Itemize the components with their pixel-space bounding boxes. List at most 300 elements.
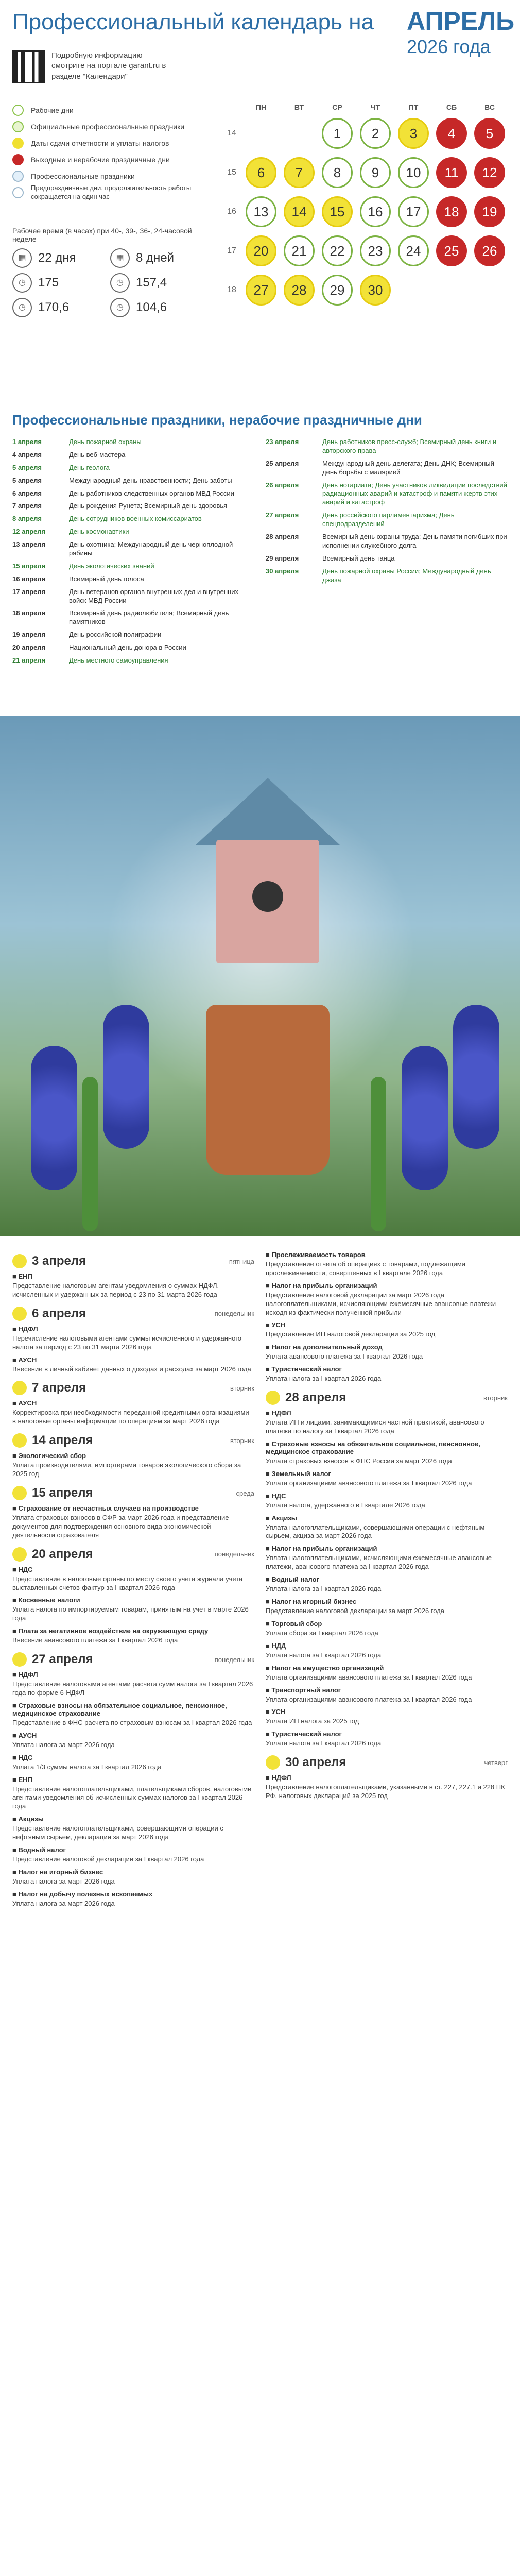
holiday-row: [12, 562, 254, 571]
day-number: 4: [436, 118, 467, 149]
tax-item-text: Уплата ИП и лицами, занимающимися частной практикой, авансового платежа по налогу за I квартал 2026 года: [266, 1418, 484, 1435]
week-number: 16: [227, 207, 236, 216]
holidays-left: [12, 438, 254, 669]
flower-pot: [206, 1005, 330, 1175]
day-number: 25: [436, 235, 467, 266]
holiday-date: 15 апреля: [12, 562, 46, 570]
holiday-row: [12, 575, 254, 584]
day-number: 20: [246, 235, 276, 266]
tax-item-name: ■ Налог на игорный бизнес: [266, 1598, 357, 1606]
tax-item-text: Представление в ФНС расчета по страховым взносам за I квартал 2026 года: [12, 1718, 252, 1726]
holiday-row: [266, 567, 508, 585]
day-cell[interactable]: [318, 116, 356, 150]
holiday-name: День российского парламентаризма; День спецподразделений: [322, 511, 455, 528]
holiday-name: Международный день нравственности; День заботы: [69, 476, 232, 484]
holiday-name: Международный день делегата; День ДНК; Всемирный день борьбы с малярией: [322, 459, 494, 476]
hours-40: 175: [38, 276, 59, 290]
month-title: АПРЕЛЬ: [407, 7, 515, 36]
tax-item-text: Уплата налога за I квартал 2026 года: [266, 1375, 382, 1383]
tax-item-text: Представление налоговой декларации за март 2026 года налогоплательщиками, исчисляющими ежемесячные авансовые платежи исходя из фактически полученной прибыли: [266, 1291, 496, 1316]
tax-day-date: 28 апреля: [285, 1391, 346, 1405]
tax-date-icon: [12, 1381, 27, 1395]
day-number: 7: [284, 157, 315, 188]
holiday-date: 19 апреля: [12, 631, 46, 639]
tax-item-name: ■ НДС: [12, 1753, 33, 1761]
day-cell[interactable]: [356, 234, 394, 268]
tax-item-name: ■ НДФЛ: [12, 1325, 38, 1333]
day-cell[interactable]: [471, 195, 509, 229]
day-cell[interactable]: [471, 234, 509, 268]
tax-day-header: [12, 1547, 254, 1562]
day-number: 10: [398, 157, 429, 188]
day-number: 27: [246, 275, 276, 306]
work-day-icon: [12, 105, 24, 116]
tax-item-text: Уплата налога за март 2026 года: [12, 1899, 115, 1907]
tax-item-text: Уплата организациями авансового платежа за I квартал 2026 года: [266, 1673, 472, 1681]
page-title: Профессиональный календарь на: [12, 9, 374, 35]
holiday-name: День ветеранов органов внутренних дел и внутренних войск МВД России: [69, 587, 238, 604]
day-number: 3: [398, 118, 429, 149]
holiday-date: 8 апреля: [12, 515, 42, 523]
work-days-value: 22 дня: [38, 251, 76, 265]
tax-item-name: ■ Туристический налог: [266, 1730, 342, 1738]
week-number: 15: [227, 168, 236, 177]
tax-item-name: ■ Налог на дополнительный доход: [266, 1343, 383, 1351]
holiday-date: 30 апреля: [266, 567, 299, 575]
day-number: 14: [284, 196, 315, 227]
clock-icon: ◷: [12, 273, 32, 293]
tax-item-text: Представление налогоплательщиками, указанными в ст. 227, 227.1 и 228 НК РФ, налоговых деклараций за 2025 год: [266, 1783, 505, 1800]
holiday-date: 13 апреля: [12, 540, 46, 549]
tax-day-date: 27 апреля: [32, 1652, 93, 1667]
holiday-row: [12, 477, 254, 485]
tax-item-name: ■ Земельный налог: [266, 1469, 331, 1478]
holiday-date: 21 апреля: [12, 656, 46, 665]
tax-date-icon: [12, 138, 24, 149]
tax-date-icon: [12, 1254, 27, 1268]
tax-dates-right: [266, 1247, 508, 1801]
tax-item-text: Уплата производителями, импортерами товаров экологического сбора за 2025 год: [12, 1461, 241, 1478]
holiday-date: 4 апреля: [12, 450, 42, 459]
holiday-row: [12, 502, 254, 511]
tax-day-header: [12, 1486, 254, 1500]
clock-icon: ◷: [110, 273, 130, 293]
tax-day-header: [12, 1381, 254, 1395]
legend-item: Предпраздничные дни, продолжительность работы сокращается на один час: [12, 184, 213, 201]
day-cell[interactable]: [280, 234, 318, 268]
tax-item-name: ■ Водный налог: [266, 1575, 319, 1584]
spring-photo: [0, 716, 520, 1236]
tax-day-date: 6 апреля: [32, 1306, 86, 1320]
year-title: 2026 года: [407, 36, 491, 57]
tax-item-text: Представление налоговым агентам уведомления о суммах НДФЛ, исчисленных и удержанных за период с 23 по 31 марта 2026 года: [12, 1282, 219, 1298]
holiday-name: Всемирный день танца: [322, 554, 395, 562]
hyacinth: [453, 1005, 499, 1149]
leaf: [371, 1077, 386, 1231]
holiday-name: День нотариата; День участников ликвидации последствий радиационных аварий и катастроф и памяти жертв этих аварий и катастроф: [322, 481, 507, 506]
holiday-row: [12, 451, 254, 460]
holiday-row: [266, 460, 508, 477]
tax-day-date: 20 апреля: [32, 1547, 93, 1561]
holiday-date: 6 апреля: [12, 489, 42, 497]
day-number: 19: [474, 196, 505, 227]
holiday-date: 27 апреля: [266, 511, 299, 519]
holiday-name: День охотника; Международный день черноплодной рябины: [69, 540, 233, 557]
day-number: 26: [474, 235, 505, 266]
birdhouse-hole: [252, 881, 283, 912]
holiday-date: 25 апреля: [266, 459, 299, 467]
holiday-row: [266, 511, 508, 529]
day-cell[interactable]: [394, 195, 432, 229]
tax-day-header: [266, 1391, 508, 1405]
day-number: 9: [360, 157, 391, 188]
tax-date-icon: [12, 1433, 27, 1448]
holiday-row: [266, 533, 508, 550]
tax-item-name: ■ Экологический сбор: [12, 1452, 86, 1460]
day-cell[interactable]: [471, 156, 509, 190]
clock-icon: ◷: [12, 298, 32, 317]
weekday-label: ПН: [255, 103, 267, 111]
day-number: 18: [436, 196, 467, 227]
legend: [12, 102, 213, 201]
day-number: 28: [284, 275, 315, 306]
tax-item-text: Корректировка при необходимости переданной кредитными организациями в налоговые органы информации по операциям за март 2026 года: [12, 1409, 249, 1426]
hours-39: 157,4: [136, 276, 167, 290]
day-cell[interactable]: [356, 156, 394, 190]
tax-day-header: [266, 1755, 508, 1770]
tax-item-text: Представление налогоплательщиками, плательщиками сборов, налоговыми агентами уведомления об исчисленных суммах налогов за I квартал 2026 года: [12, 1785, 252, 1810]
tax-item-text: Представление ИП налоговой декларации за 2025 год: [266, 1330, 436, 1338]
tax-item-name: ■ Торговый сбор: [266, 1619, 322, 1628]
holiday-row: [266, 438, 508, 455]
weekday-header: [242, 103, 510, 111]
day-cell[interactable]: [432, 195, 471, 229]
birdhouse-roof: [196, 778, 340, 845]
holiday-date: 5 апреля: [12, 476, 42, 484]
tax-item-name: ■ Акцизы: [12, 1815, 44, 1823]
holiday-name: День космонавтики: [69, 528, 129, 536]
holiday-row: [12, 631, 254, 639]
week-row: [221, 234, 510, 268]
tax-item-name: ■ УСН: [266, 1321, 286, 1329]
tax-day-weekday: среда: [236, 1489, 254, 1497]
tax-day-header: [12, 1307, 254, 1321]
tax-dates-left: [12, 1247, 254, 1908]
day-cell[interactable]: [432, 156, 471, 190]
holiday-name: Национальный день донора в России: [69, 643, 186, 652]
qr-text: Подробную информацию смотрите на портале garant.ru в разделе "Календари": [51, 51, 166, 81]
day-cell[interactable]: [394, 234, 432, 268]
empty-day: [474, 275, 505, 306]
tax-item-text: Уплата 1/3 суммы налога за I квартал 2026 года: [12, 1762, 162, 1771]
holiday-date: 16 апреля: [12, 574, 46, 583]
tax-item-name: ■ Страхование от несчастных случаев на производстве: [12, 1504, 199, 1513]
holiday-name: День сотрудников военных комиссариатов: [69, 515, 202, 523]
tax-day-weekday: вторник: [230, 1384, 254, 1392]
holiday-name: День пожарной охраны: [69, 438, 142, 446]
tax-item-name: ■ Транспортный налог: [266, 1686, 341, 1694]
holiday-date: 28 апреля: [266, 533, 299, 541]
tax-item-name: ■ НДФЛ: [266, 1774, 291, 1782]
tax-item-text: Представление отчета об операциях с товарами, подлежащими прослеживаемости, совершенных в I квартале 2026 года: [266, 1260, 465, 1277]
hyacinth: [31, 1046, 77, 1190]
day-number: 1: [322, 118, 353, 149]
holiday-name: День российской полиграфии: [69, 631, 162, 639]
holiday-name: День геолога: [69, 463, 110, 471]
legend-item: Рабочие дни: [12, 102, 213, 118]
tax-item-name: ■ Налог на имущество организаций: [266, 1664, 384, 1672]
day-number: 8: [322, 157, 353, 188]
holiday-name: Всемирный день радиолюбителя; Всемирный день памятников: [69, 609, 229, 626]
tax-item-text: Уплата сбора за I квартал 2026 года: [266, 1629, 378, 1637]
tax-item-text: Уплата страховых взносов в ФНС России за март 2026 года: [266, 1456, 452, 1465]
calendar-icon: ▦: [12, 248, 32, 268]
day-cell[interactable]: [242, 234, 280, 268]
tax-item-text: Уплата авансового платежа за I квартал 2026 года: [266, 1352, 423, 1361]
tax-day-weekday: вторник: [230, 1436, 254, 1445]
tax-item-text: Уплата налога за I квартал 2026 года: [266, 1739, 382, 1748]
tax-item-name: ■ Налог на игорный бизнес: [12, 1868, 103, 1876]
day-cell[interactable]: [394, 116, 432, 150]
weekday-label: ВС: [484, 103, 495, 111]
holiday-date: 23 апреля: [266, 438, 299, 446]
tax-item-text: Уплата налога, удержанного в I квартале 2026 года: [266, 1501, 425, 1509]
day-number: 12: [474, 157, 505, 188]
tax-item-text: Уплата налогоплательщиками, исчисляющими ежемесячные авансовые платежи, авансового платежа за I квартал 2026 года: [266, 1554, 492, 1571]
tax-item-text: Внесение авансового платежа за I квартал 2026 года: [12, 1636, 178, 1645]
day-cell[interactable]: [432, 234, 471, 268]
tax-item-text: Представление в налоговые органы по месту своего учета журнала учета выставленных счетов-фактур за I квартал 2026 года: [12, 1574, 243, 1591]
tax-item-name: ■ ЕНП: [12, 1775, 32, 1784]
weekday-label: ЧТ: [370, 103, 380, 111]
tax-item-text: Внесение в личный кабинет данных о доходах и расходах за март 2026 года: [12, 1365, 251, 1373]
weekday-label: СР: [332, 103, 342, 111]
day-cell[interactable]: [356, 195, 394, 229]
day-number: 16: [360, 196, 391, 227]
tax-item-text: Уплата налога за I квартал 2026 года: [266, 1585, 382, 1593]
tax-item-name: ■ Страховые взносы на обязательное социальное, пенсионное, медицинское страхование: [266, 1439, 480, 1455]
holiday-name: Всемирный день голоса: [69, 574, 144, 583]
day-number: 17: [398, 196, 429, 227]
hours-24: 104,6: [136, 300, 167, 314]
week-row: [221, 156, 510, 190]
tax-item-name: ■ Плата за негативное воздействие на окружающую среду: [12, 1627, 209, 1635]
day-number: 23: [360, 235, 391, 266]
day-cell[interactable]: [318, 195, 356, 229]
tax-day-weekday: четверг: [484, 1758, 508, 1767]
day-cell[interactable]: [318, 273, 356, 307]
legend-item: Официальные профессиональные праздники: [12, 118, 213, 135]
tax-day-header: [12, 1433, 254, 1448]
holiday-name: Всемирный день охраны труда; День памяти погибших при исполнении служебного долга: [322, 533, 507, 549]
holiday-date: 5 апреля: [12, 463, 42, 471]
tax-item-text: Представление налоговой декларации за март 2026 года: [266, 1607, 445, 1615]
leaf: [82, 1077, 98, 1231]
tax-date-icon: [12, 1486, 27, 1500]
holiday-row: [12, 656, 254, 665]
holidays-right: [266, 438, 508, 588]
day-off-icon: [12, 154, 24, 165]
pre-holiday-icon: [12, 187, 24, 198]
holiday-date: 18 апреля: [12, 609, 46, 617]
day-number: 11: [436, 157, 467, 188]
legend-item: Выходные и нерабочие праздничные дни: [12, 151, 213, 168]
tax-day-date: 15 апреля: [32, 1486, 93, 1500]
tax-item-text: Представление налоговой декларации за I квартал 2026 года: [12, 1855, 204, 1863]
holiday-name: День работников пресс-служб; Всемирный день книги и авторского права: [322, 438, 497, 454]
holiday-date: 29 апреля: [266, 554, 299, 562]
holiday-name: День работников следственных органов МВД России: [69, 489, 234, 497]
day-cell[interactable]: [280, 195, 318, 229]
day-cell[interactable]: [280, 273, 318, 307]
qr-code[interactable]: [12, 50, 45, 83]
tax-item-name: ■ АУСН: [12, 1399, 37, 1408]
day-cell[interactable]: [318, 234, 356, 268]
day-cell: [432, 273, 471, 307]
holiday-row: [12, 515, 254, 523]
day-cell: [394, 273, 432, 307]
tax-item-name: ■ НДД: [266, 1641, 286, 1650]
day-cell[interactable]: [318, 156, 356, 190]
day-cell: [280, 116, 318, 150]
day-number: 21: [284, 235, 315, 266]
tax-item-name: ■ Налог на добычу полезных ископаемых: [12, 1890, 153, 1898]
tax-item-name: ■ АУСН: [12, 1355, 37, 1364]
holiday-row: [12, 540, 254, 558]
week-row: [221, 116, 510, 150]
hyacinth: [103, 1005, 149, 1149]
day-number: 13: [246, 196, 276, 227]
off-days-value: 8 дней: [136, 251, 175, 265]
holidays-title: Профессиональные праздники, нерабочие праздничные дни: [12, 412, 422, 428]
day-cell: [471, 273, 509, 307]
hours-36: 170,6: [38, 300, 70, 314]
tax-item-name: ■ Туристический налог: [266, 1365, 342, 1374]
tax-day-date: 30 апреля: [285, 1755, 346, 1770]
tax-item-name: ■ АУСН: [12, 1731, 37, 1739]
weekday-label: ПТ: [408, 103, 419, 111]
tax-date-icon: [12, 1652, 27, 1667]
tax-day-date: 14 апреля: [32, 1433, 93, 1448]
holiday-name: День пожарной охраны России; Международный день джаза: [322, 567, 491, 584]
day-number: 6: [246, 157, 276, 188]
day-number: 2: [360, 118, 391, 149]
holiday-date: 17 апреля: [12, 587, 46, 596]
day-number: 30: [360, 275, 391, 306]
empty-day: [284, 118, 315, 149]
tax-item-name: ■ НДС: [266, 1492, 286, 1500]
day-cell[interactable]: [242, 156, 280, 190]
tax-item-text: Уплата страховых взносов в СФР за март 2026 года и представление документов для подтверждения основного вида экономической деятельности страхователя: [12, 1514, 229, 1539]
prof-day-icon: [12, 171, 24, 182]
tax-day-weekday: понедельник: [214, 1550, 254, 1558]
holiday-date: 20 апреля: [12, 643, 46, 652]
holiday-name: День рождения Рунета; Всемирный день здоровья: [69, 502, 228, 510]
tax-date-icon: [12, 1307, 27, 1321]
tax-item-name: ■ Водный налог: [12, 1846, 66, 1854]
holiday-row: [12, 588, 254, 605]
holiday-row: [12, 609, 254, 626]
clock-icon: ◷: [110, 298, 130, 317]
hyacinth: [402, 1046, 448, 1190]
tax-item-name: ■ Налог на прибыль организаций: [266, 1545, 377, 1553]
tax-item-text: Уплата организациями авансового платежа за I квартал 2026 года: [266, 1695, 472, 1703]
holiday-row: [12, 438, 254, 447]
tax-item-text: Перечисление налоговыми агентами суммы исчисленного и удержанного налога за период с 23 по 31 марта 2026 года: [12, 1334, 242, 1351]
holiday-date: 12 апреля: [12, 528, 46, 536]
day-cell[interactable]: [356, 273, 394, 307]
day-cell[interactable]: [356, 116, 394, 150]
weekday-label: СБ: [446, 103, 457, 111]
tax-item-text: Представление налоговыми агентами расчета сумм налога за I квартал 2026 года по форме 6-НДФЛ: [12, 1680, 253, 1697]
tax-item-text: Уплата налогоплательщиками, совершающими операции с нефтяным сырьем, акциза за март 2026 года: [266, 1523, 485, 1540]
tax-item-name: ■ Косвенные налоги: [12, 1596, 80, 1604]
tax-item-name: ■ Налог на прибыль организаций: [266, 1281, 377, 1290]
day-number: 15: [322, 196, 353, 227]
tax-item-name: ■ Акцизы: [266, 1514, 297, 1522]
holiday-row: [266, 481, 508, 507]
tax-day-header: [12, 1652, 254, 1667]
empty-day: [398, 275, 429, 306]
day-cell[interactable]: [432, 116, 471, 150]
tax-item-name: ■ ЕНП: [12, 1273, 32, 1280]
tax-item-text: Уплата организациями авансового платежа за I квартал 2026 года: [266, 1479, 472, 1487]
day-cell[interactable]: [242, 195, 280, 229]
week-number: 17: [227, 246, 236, 255]
day-cell[interactable]: [242, 273, 280, 307]
holiday-row: [12, 489, 254, 498]
tax-item-name: ■ Прослеживаемость товаров: [266, 1251, 366, 1259]
week-number: 18: [227, 285, 236, 294]
tax-item-name: ■ НДФЛ: [12, 1671, 38, 1679]
tax-item-text: Представление налогоплательщиками, совершающими операции с нефтяным сырьем, декларации за март 2026 года: [12, 1824, 223, 1841]
prof-holiday-icon: [12, 121, 24, 132]
tax-day-header: [12, 1254, 254, 1268]
day-cell: [242, 116, 280, 150]
header: [0, 0, 520, 98]
tax-date-icon: [12, 1547, 27, 1562]
work-hours: [12, 227, 213, 317]
month-calendar: [221, 103, 510, 307]
tax-date-icon: [266, 1391, 280, 1405]
day-cell[interactable]: [471, 116, 509, 150]
weekday-label: ВТ: [294, 103, 304, 111]
day-cell[interactable]: [394, 156, 432, 190]
work-hours-title: Рабочее время (в часах) при 40-, 39-, 36-, 24-часовой неделе: [12, 227, 192, 243]
tax-day-date: 7 апреля: [32, 1381, 86, 1395]
tax-day-date: 3 апреля: [32, 1254, 86, 1268]
tax-item-text: Уплата ИП налога за 2025 год: [266, 1717, 359, 1725]
tax-item-name: ■ НДС: [12, 1565, 33, 1573]
tax-item-text: Уплата налога за март 2026 года: [12, 1877, 115, 1885]
tax-day-weekday: понедельник: [214, 1310, 254, 1318]
holiday-name: День веб-мастера: [69, 450, 126, 459]
holiday-row: [266, 554, 508, 563]
holiday-row: [12, 464, 254, 472]
week-row: [221, 273, 510, 307]
week-row: [221, 195, 510, 229]
holiday-date: 26 апреля: [266, 481, 299, 489]
day-cell[interactable]: [280, 156, 318, 190]
tax-day-weekday: пятница: [229, 1257, 254, 1265]
holiday-date: 1 апреля: [12, 438, 42, 446]
holiday-row: [12, 528, 254, 536]
day-number: 29: [322, 275, 353, 306]
holiday-date: 7 апреля: [12, 502, 42, 510]
tax-item-name: ■ УСН: [266, 1708, 286, 1716]
tax-day-weekday: вторник: [483, 1394, 508, 1402]
empty-day: [246, 118, 276, 149]
